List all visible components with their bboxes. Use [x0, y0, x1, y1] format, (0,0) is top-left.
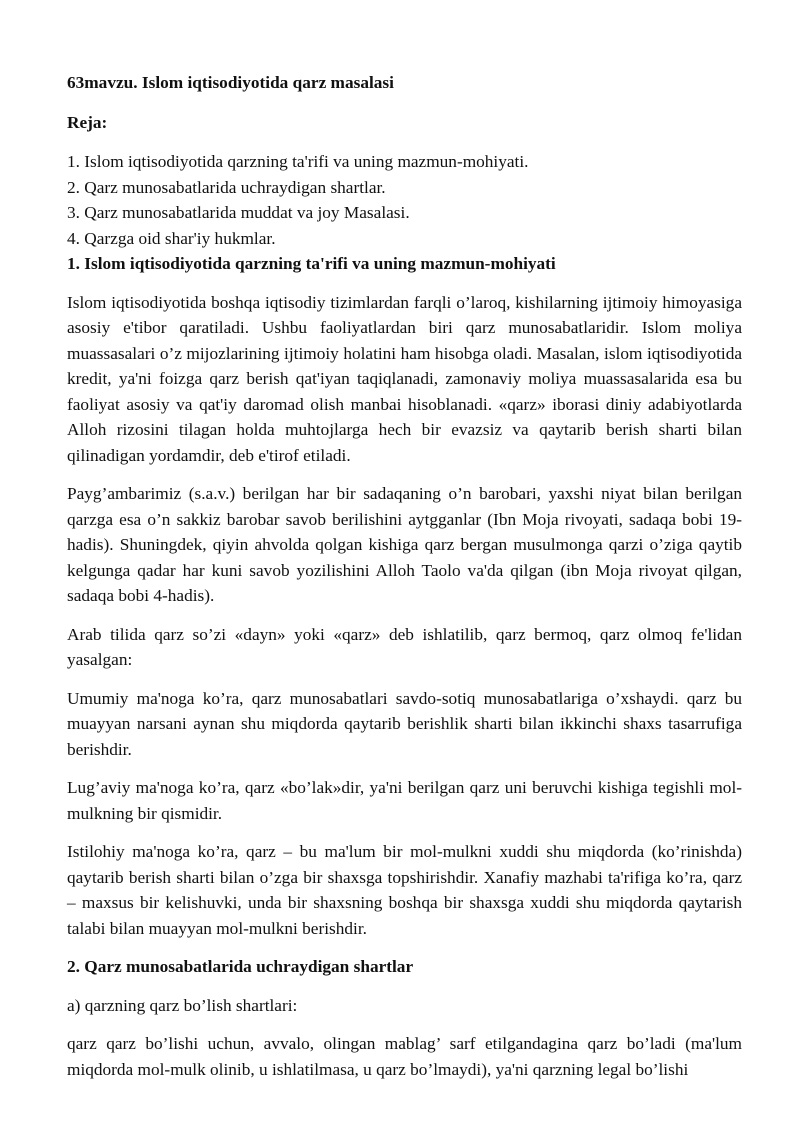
section-2-heading: 2. Qarz munosabatlarida uchraydigan shartlar — [67, 957, 414, 976]
plan-item: 2. Qarz munosabatlarida uchraydigan shartlar. — [67, 177, 386, 197]
paragraph: Payg’ambarimiz (s.a.v.) berilgan har bir sadaqaning o’n barobari, yaxshi niyat bilan berilgan qarzga esa o’n sakkiz barobar savob berilishini aytgganlar (Ibn Moja rivoyati, sadaqa bobi 19-hadis). Shuningdek, qiyin ahvolda qolgan kishiga qarz bergan musulmonga qarzi o’ziga qaytib kelgunga qadar har kuni savob yozilishini Alloh Taolo va'da qilgan (ibn Moja rivoyat qilgan, sadaqa bobi 4-hadis). — [67, 484, 742, 605]
plan-item: 3. Qarz munosabatlarida muddat va joy Masalasi. — [67, 203, 410, 222]
plan-list — [67, 149, 742, 251]
document-page — [67, 70, 742, 1095]
plan-heading: Reja: — [67, 112, 108, 132]
paragraph: Islom iqtisodiyotida boshqa iqtisodiy tizimlardan farqli o’laroq, kishilarning ijtimoiy himoyasiga asosiy e'tibor qaratiladi. Ushbu faoliyatlardan biri qarz munosabatlaridir. Islom moliya muassasalari o’z mijozlarining ijtimoiy holatini ham hisobga oladi. Masalan, islom iqtisodiyotida kredit, ya'ni foizga qarz berish qat'iyan taqiqlanadi, zamonaviy moliya muassasalarida esa bu faoliyat asosiy va qat'iy daromad olish manbai hisoblanadi. «qarz» iborasi diniy adabiyotlarda Alloh rizosini tilagan holda muhtojlarga hech bir evazsiz va qaytarib berish sharti bilan qilinadigan yordamdir, deb e'tirof etiladi. — [67, 292, 742, 465]
section-1-heading: 1. Islom iqtisodiyotida qarzning ta'rifi va uning mazmun-mohiyati — [67, 254, 556, 273]
paragraph: Istilohiy ma'noga ko’ra, qarz – bu ma'lum bir mol-mulkni xuddi shu miqdorda (ko’rinishda) qaytarib berish sharti bilan o’zga bir shaxsga topshirishdir. Xanafiy mazhabi ta'rifiga ko’ra, qarz – maxsus bir kelishuvki, unda bir shaxsning boshqa bir shaxsga xuddi shu miqdorda qaytarish talabi bilan muayyan mol-mulkni berishdir. — [67, 842, 742, 938]
paragraph: Umumiy ma'noga ko’ra, qarz munosabatlari savdo-sotiq munosabatlariga o’xshaydi. qarz bu muayyan narsani aynan shu miqdorda qaytarib berishlik sharti bilan ikkinchi shaxs tasarrufiga berishdir. — [67, 688, 742, 759]
plan-item: 4. Qarzga oid shar'iy hukmlar. — [67, 228, 276, 248]
subsection-a: a) qarzning qarz bo’lish shartlari: — [67, 995, 298, 1015]
paragraph: qarz qarz bo’lishi uchun, avvalo, olingan mablag’ sarf etilgandagina qarz bo’ladi (ma'lum miqdorda mol-mulk olinib, u ishlatilmasa, u qarz bo’lmaydi), ya'ni qarzning legal bo’lishi — [67, 1034, 742, 1079]
plan-item: 1. Islom iqtisodiyotida qarzning ta'rifi va uning mazmun-mohiyati. — [67, 152, 529, 171]
paragraph: Lug’aviy ma'noga ko’ra, qarz «bo’lak»dir, ya'ni berilgan qarz uni beruvchi kishiga tegishli mol-mulkning bir qismidir. — [67, 778, 742, 823]
paragraph: Arab tilida qarz so’zi «dayn» yoki «qarz» deb ishlatilib, qarz bermoq, qarz olmoq fe'lidan yasalgan: — [67, 624, 742, 669]
document-title: 63mavzu. Islom iqtisodiyotida qarz masalasi — [67, 73, 394, 92]
